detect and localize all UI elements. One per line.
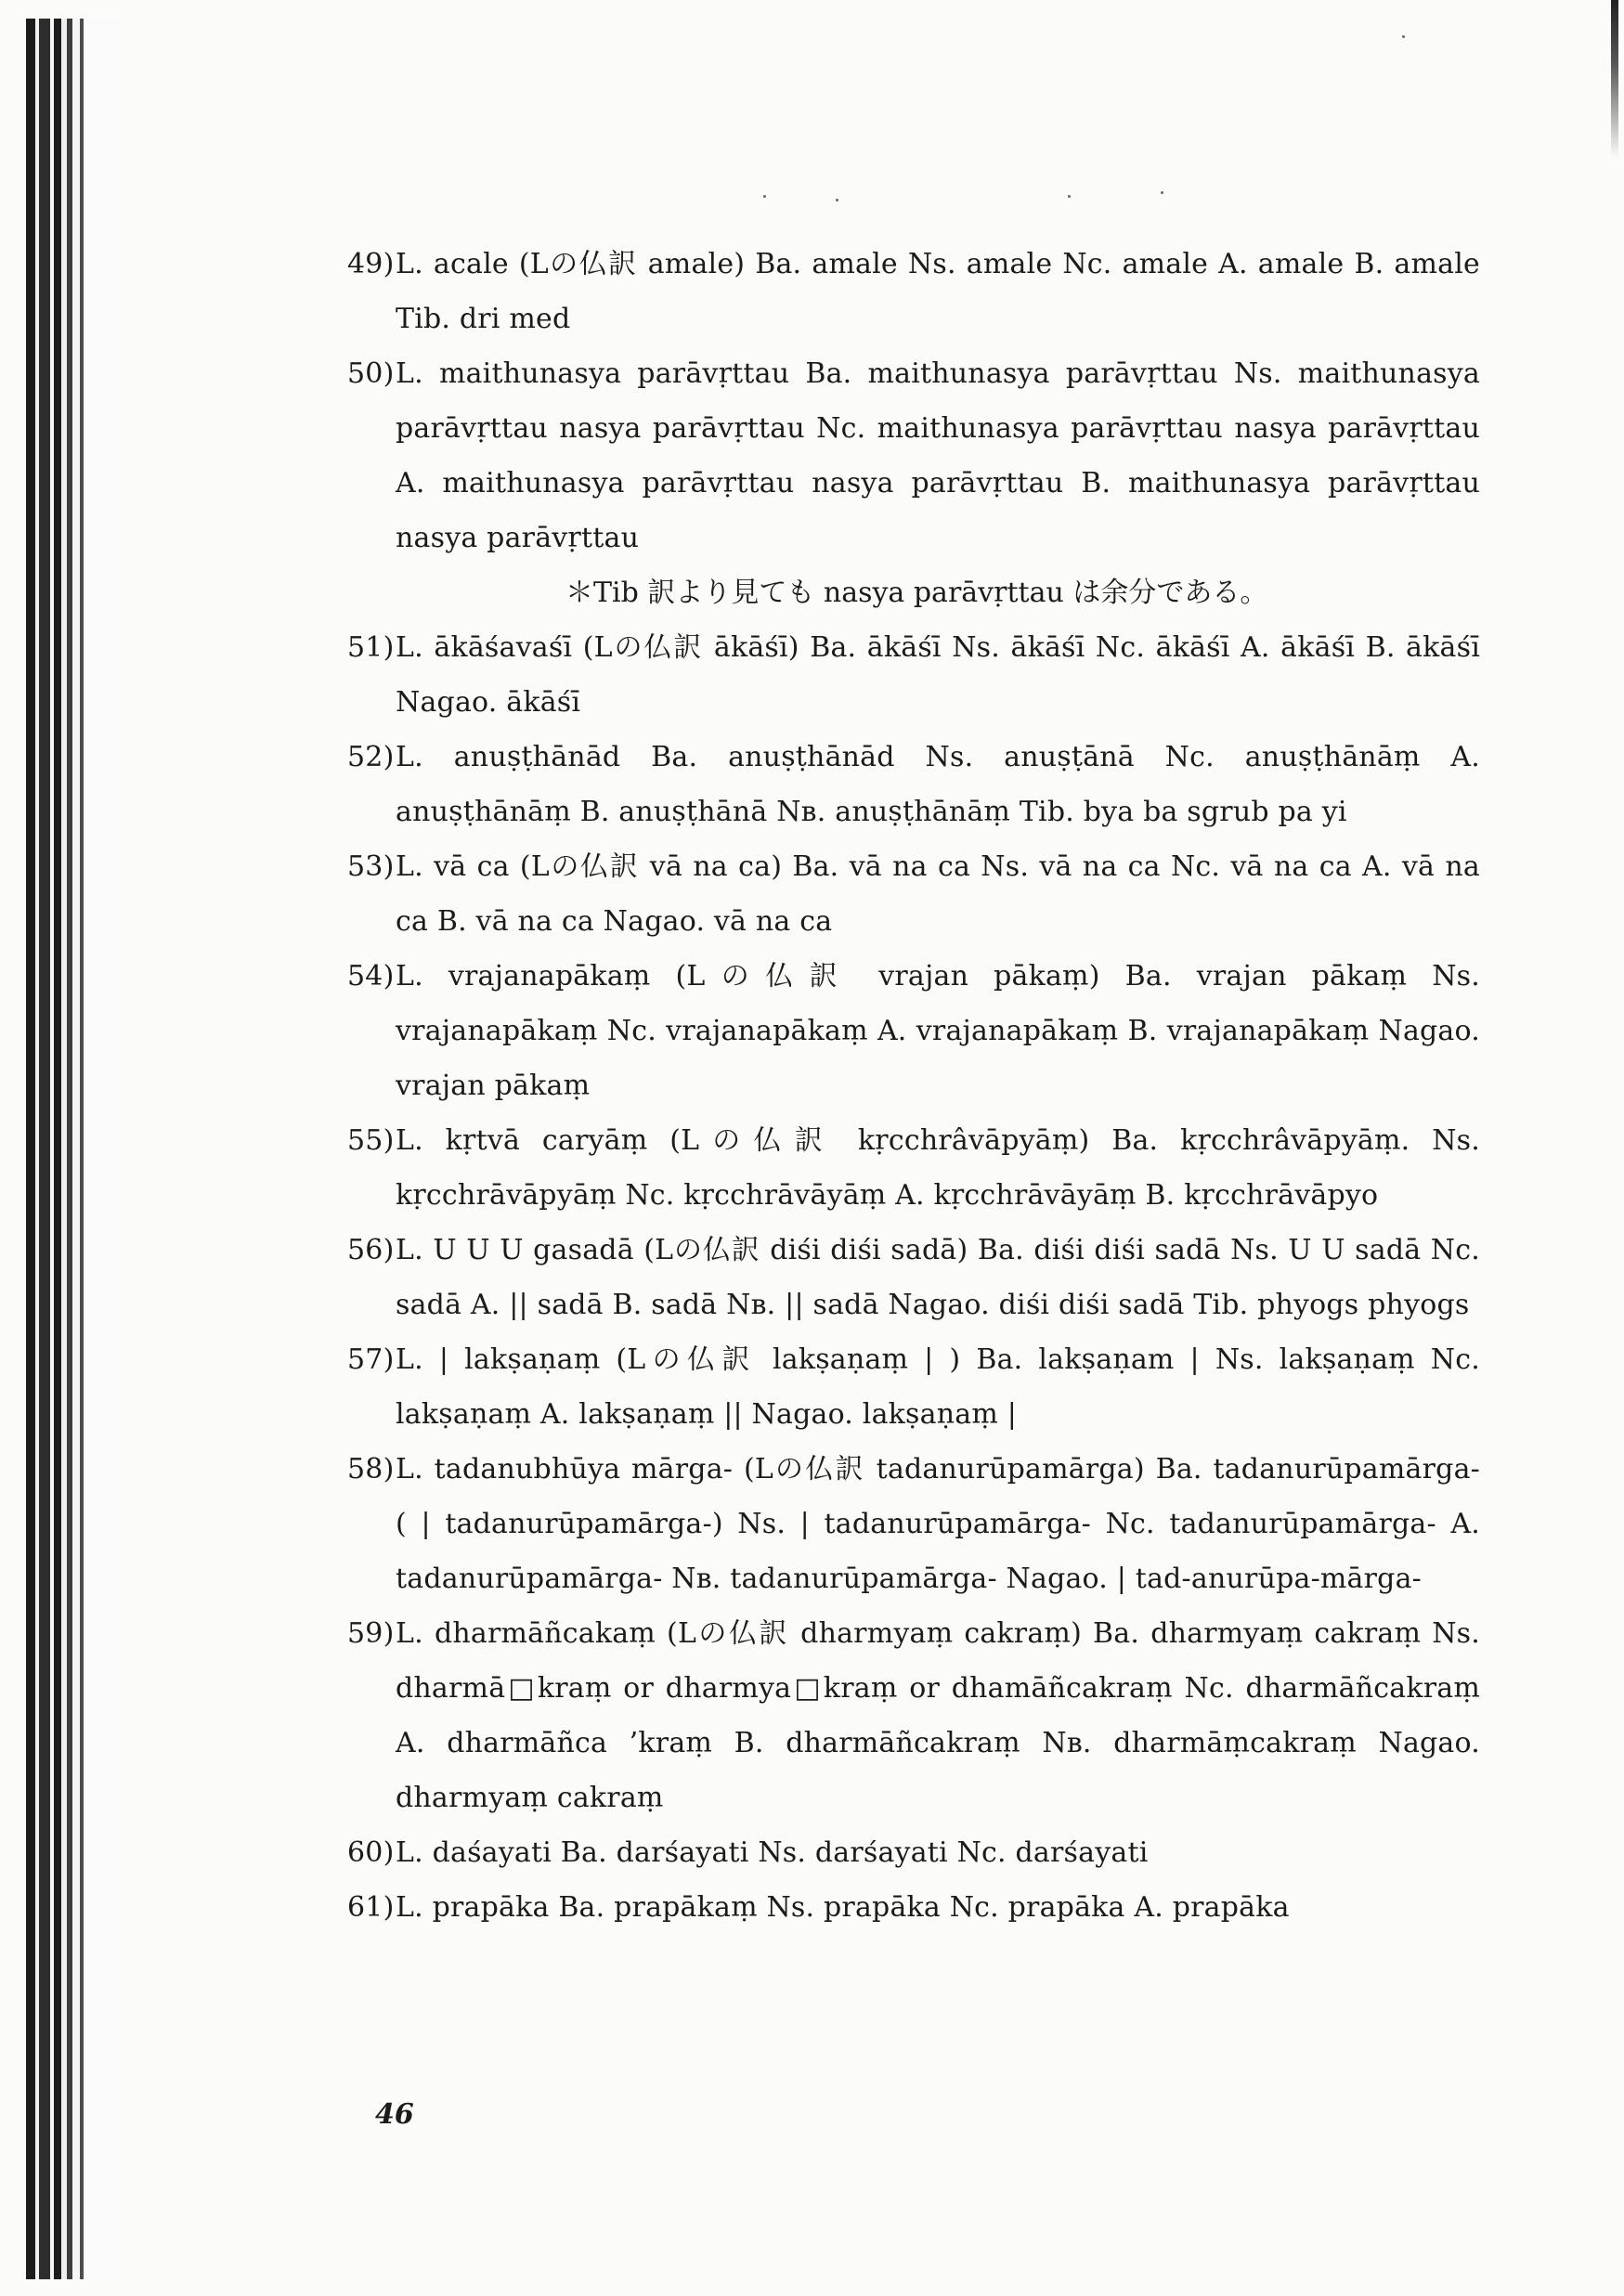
entry-49: [347, 237, 1480, 346]
entry-57: [347, 1332, 1480, 1442]
entry-59: [347, 1606, 1480, 1825]
entry-number: 51): [347, 631, 395, 664]
entry-number: 57): [347, 1343, 395, 1376]
entry-number: 53): [347, 850, 395, 883]
entry-number: 50): [347, 357, 395, 390]
entry-number: 58): [347, 1453, 395, 1485]
entry-number: 59): [347, 1617, 395, 1650]
entry-text: L. vā ca (Lの仏訳 vā na ca) Ba. vā na ca Ns. vā na ca Nc. vā na ca A. vā na ca B. vā na ca Nagao. vā na ca: [396, 850, 1480, 938]
entry-58: [347, 1442, 1480, 1606]
entry-text: L. | lakṣaṇaṃ (Lの仏訳 lakṣaṇaṃ | ) Ba. lakṣaṇam | Ns. lakṣaṇaṃ Nc. lakṣaṇaṃ A. lakṣaṇaṃ || Nagao. lakṣaṇaṃ |: [396, 1343, 1480, 1431]
entry-number: 61): [347, 1891, 395, 1924]
page-number: 46: [375, 2098, 414, 2131]
entry-56: [347, 1223, 1480, 1332]
entry-50: [347, 346, 1480, 565]
scan-speck: [836, 199, 838, 201]
entry-text: L. prapāka Ba. prapākaṃ Ns. prapāka Nc. prapāka A. prapāka: [396, 1891, 1290, 1924]
scan-speck: [763, 195, 766, 198]
entry-54: [347, 949, 1480, 1113]
entry-number: 49): [347, 248, 395, 280]
entry-text: L. U U U gasadā (Lの仏訳 diśi diśi sadā) Ba. diśi diśi sadā Ns. U U sadā Nc. sadā A. || sadā B. sadā Nʙ. || sadā Nagao. diśi diśi sadā Tib. phyogs phyogs: [396, 1234, 1480, 1321]
entry-55: [347, 1113, 1480, 1223]
entry-number: 52): [347, 741, 395, 773]
entry-number: 55): [347, 1124, 395, 1157]
entry-text: L. acale (Lの仏訳 amale) Ba. amale Ns. amale Nc. amale A. amale B. amale Tib. dri med: [396, 248, 1480, 335]
entry-number: 56): [347, 1234, 395, 1266]
note-tib: ＊Tib 訳より見ても nasya parāvṛttau は余分である。: [565, 577, 1268, 609]
scan-speck: [1068, 195, 1071, 198]
entry-text: L. kṛtvā caryāṃ (Lの仏訳 kṛcchrâvāpyāṃ) Ba. kṛcchrâvāpyāṃ. Ns. kṛcchrāvāpyāṃ Nc. kṛcchrāvāyāṃ A. kṛcchrāvāyāṃ B. kṛcchrāvāpyo: [396, 1124, 1480, 1212]
entry-number: 60): [347, 1836, 395, 1869]
entry-text: L. daśayati Ba. darśayati Ns. darśayati Nc. darśayati: [396, 1836, 1149, 1869]
entry-text: L. vrajanapākaṃ (Lの仏訳 vrajan pākaṃ) Ba. vrajan pākaṃ Ns. vrajanapākaṃ Nc. vrajanapākaṃ A. vrajanapākaṃ B. vrajanapākaṃ Nagao. vrajan pākaṃ: [396, 960, 1480, 1102]
entry-53: [347, 839, 1480, 949]
entry-60: [347, 1825, 1480, 1880]
entry-number: 54): [347, 960, 395, 992]
entry-text: L. tadanubhūya mārga- (Lの仏訳 tadanurūpamārga) Ba. tadanurūpamārga- ( | tadanurūpamārga-) Ns. | tadanurūpamārga- Nc. tadanurūpamārga- A. tadanurūpamārga- Nʙ. tadanurūpamārga- Nagao. | tad-anurūpa-mārga-: [396, 1453, 1480, 1595]
entry-text: L. dharmāñcakaṃ (Lの仏訳 dharmyaṃ cakraṃ) Ba. dharmyaṃ cakraṃ Ns. dharmā□kraṃ or dharmya□kraṃ or dhamāñcakraṃ Nc. dharmāñcakraṃ A. dharmāñca ’kraṃ B. dharmāñcakraṃ Nʙ. dharmāṃcakraṃ Nagao. dharmyaṃ cakraṃ: [396, 1617, 1480, 1814]
entry-text: L. ākāśavaśī (Lの仏訳 ākāśī) Ba. ākāśī Ns. ākāśī Nc. ākāśī A. ākāśī B. ākāśī Nagao. ākāśī: [396, 631, 1480, 719]
entry-51: [347, 620, 1480, 730]
scan-speck: [1402, 35, 1405, 38]
binding-edge: [26, 19, 119, 2279]
entry-52: [347, 730, 1480, 839]
apparatus-notes: [347, 237, 1480, 1935]
entry-61: [347, 1880, 1480, 1935]
scan-speck: [1161, 191, 1163, 194]
entry-text: L. anuṣṭhānād Ba. anuṣṭhānād Ns. anuṣṭānā Nc. anuṣṭhānāṃ A. anuṣṭhānāṃ B. anuṣṭhānā Nʙ. anuṣṭhānāṃ Tib. bya ba sgrub pa yi: [396, 741, 1480, 828]
entry-text: L. maithunasya parāvṛttau Ba. maithunasya parāvṛttau Ns. maithunasya parāvṛttau nasya parāvṛttau Nc. maithunasya parāvṛttau nasya parāvṛttau A. maithunasya parāvṛttau nasya parāvṛttau B. maithunasya parāvṛttau nasya parāvṛttau: [396, 357, 1480, 554]
scan-edge-shadow: [1611, 0, 1618, 158]
